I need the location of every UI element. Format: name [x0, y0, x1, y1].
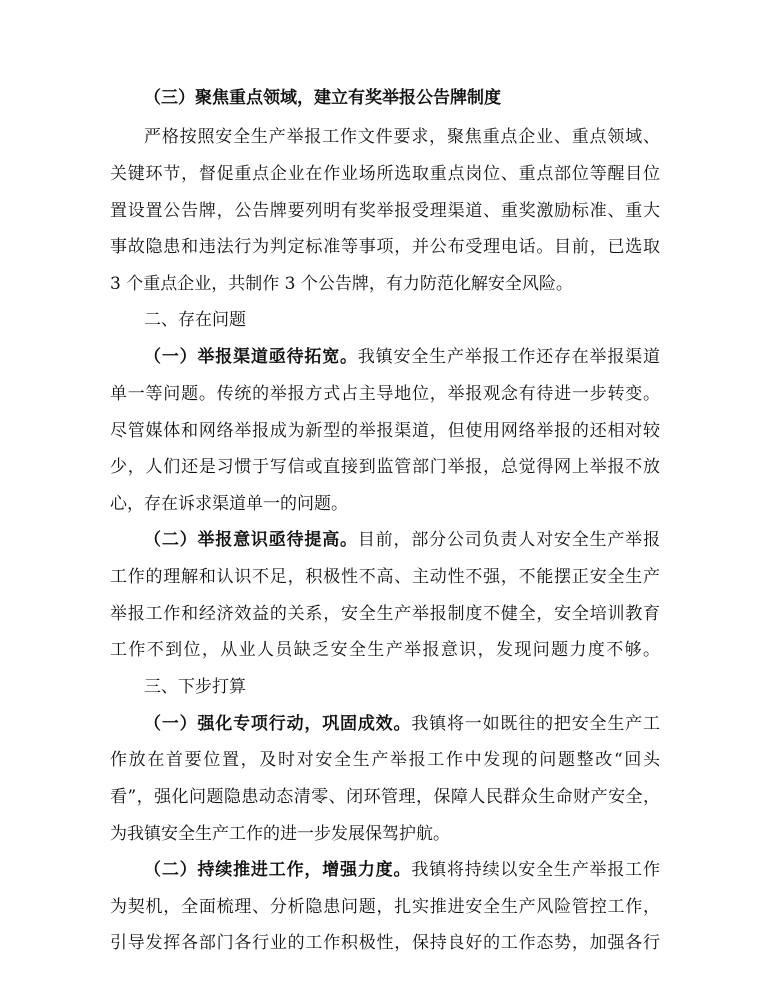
text-line — [144, 309, 660, 331]
text-run: 二、存在问题 — [144, 310, 246, 330]
text-line — [110, 493, 660, 515]
text-line — [110, 603, 660, 625]
text-line — [144, 126, 660, 148]
text-line — [110, 896, 660, 918]
bold-run: （二）举报意识亟待提高。 — [144, 530, 358, 550]
text-line — [110, 163, 660, 185]
text-line — [110, 420, 660, 442]
text-line — [144, 676, 660, 698]
text-run: 为契机，全面梳理、分析隐患问题，扎实推进安全生产风险管控工作， — [110, 897, 660, 917]
text-run: 单一等问题。传统的举报方式占主导地位，举报观念有待进一步转变。 — [110, 384, 660, 404]
text-run: 置设置公告牌，公告牌要列明有奖举报受理渠道、重奖激励标准、重大 — [110, 201, 660, 221]
text-line — [110, 823, 660, 845]
text-run: 工作不到位，从业人员缺乏安全生产举报意识，发现问题力度不够。 — [110, 640, 660, 660]
text-run: 3 个重点企业，共制作 3 个公告牌，有力防范化解安全风险。 — [110, 274, 573, 294]
text-line — [110, 639, 660, 661]
text-line — [110, 383, 660, 405]
text-run: 尽管媒体和网络举报成为新型的举报渠道，但使用网络举报的还相对较 — [110, 421, 660, 441]
text-run: 事故隐患和违法行为判定标准等事项，并公布受理电话。目前，已选取 — [110, 237, 660, 257]
text-line — [144, 859, 660, 881]
text-line — [110, 566, 660, 588]
text-run: 工作的理解和认识不足，积极性不高、主动性不强，不能摆正安全生产 — [110, 567, 660, 587]
text-line — [110, 456, 660, 478]
text-run: 三、下步打算 — [144, 677, 246, 697]
bold-run: （一）举报渠道亟待拓宽。 — [144, 347, 358, 367]
text-run: 看”，强化问题隐患动态清零、闭环管理，保障人民群众生命财产安全， — [110, 787, 660, 807]
text-line — [144, 346, 660, 368]
text-run: 作放在首要位置，及时对安全生产举报工作中发现的问题整改“回头 — [110, 750, 660, 770]
text-line — [144, 529, 660, 551]
text-run: 为我镇安全生产工作的进一步发展保驾护航。 — [110, 824, 450, 844]
text-run: 举报工作和经济效益的关系，安全生产举报制度不健全，安全培训教育 — [110, 604, 660, 624]
text-line — [144, 87, 660, 109]
bold-run: （一）强化专项行动，巩固成效。 — [144, 714, 412, 734]
text-line — [110, 236, 660, 258]
text-line — [110, 273, 660, 295]
text-run: 心，存在诉求渠道单一的问题。 — [110, 494, 348, 514]
text-run: 我镇将一如既往的把安全生产工 — [411, 714, 661, 734]
text-line — [144, 713, 660, 735]
text-line — [110, 932, 660, 954]
text-run: 我镇安全生产举报工作还存在举报渠道 — [357, 347, 661, 367]
text-line — [110, 786, 660, 808]
text-run: 严格按照安全生产举报工作文件要求，聚焦重点企业、重点领域、 — [144, 127, 660, 147]
text-run: 关键环节，督促重点企业在作业场所选取重点岗位、重点部位等醒目位 — [110, 164, 660, 184]
text-run: 少，人们还是习惯于写信或直接到监管部门举报，总觉得网上举报不放 — [110, 457, 660, 477]
text-run: 目前，部分公司负责人对安全生产举报 — [357, 530, 661, 550]
text-line — [110, 749, 660, 771]
text-line — [110, 200, 660, 222]
bold-run: （二）持续推进工作，增强力度。 — [144, 860, 412, 880]
bold-run: （三）聚焦重点领域，建立有奖举报公告牌制度 — [144, 88, 501, 108]
text-run: 我镇将持续以安全生产举报工作 — [411, 860, 661, 880]
text-run: 引导发挥各部门各行业的工作积极性，保持良好的工作态势，加强各行 — [110, 933, 660, 953]
